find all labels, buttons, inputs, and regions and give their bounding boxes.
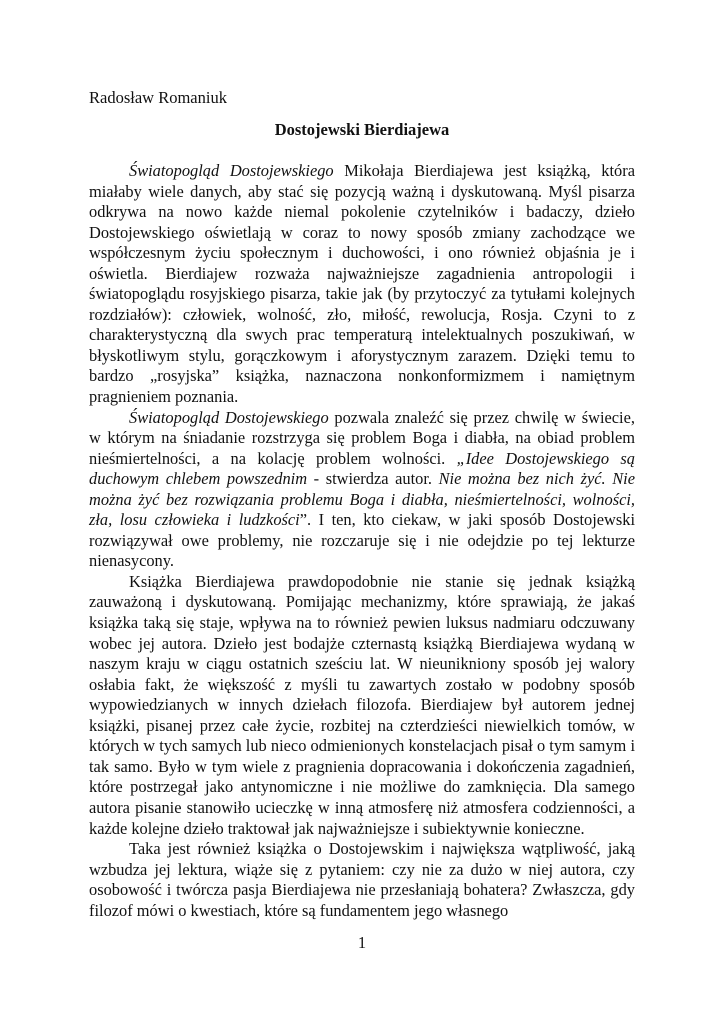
- paragraph-text: Mikołaja Bierdiajewa jest książką, która miałaby wiele danych, aby stać się pozycją ważną i dyskutowaną. Myśl pisarza odkrywa na nowo każde niemal pokolenie czytelników i badaczy, dzieło Dostojewskiego oświetlają w coraz to nowy sposób zmiany zachodzące we współczesnym życiu społecznym i duchowości, i ono również objaśnia je i oświetla. Bierdiajew rozważa najważniejsze zagadnienia antropologii i światopoglądu rosyjskiego pisarza, takie jak (by przytoczyć za tytułami kolejnych rozdziałów): człowiek, wolność, zło, miłość, rewolucja, Rosja. Czyni to z charakterystyczną dla swych prac temperaturą intelektualnych poszukiwań, w błyskotliwym stylu, gorączkowym i aforystycznym zarazem. Dzięki temu to bardzo „rosyjska” książka, naznaczona nonkonformizmem i namiętnym pragnieniem poznania.: [89, 161, 635, 407]
- author-name: Radosław Romaniuk: [89, 88, 227, 107]
- quote-italic: „Idee Dostojewskiego są duchowym chlebem powszednim: [89, 448, 635, 489]
- document-title: Dostojewski Bierdiajewa: [274, 120, 450, 139]
- paragraph-text: ”. I ten, kto ciekaw, w jaki sposób Dostojewski rozwiązywał owe problemy, nie rozczaruje się i nie odejdzie po tej lekturze nienasycony.: [89, 510, 635, 571]
- book-title-italic: Światopogląd Dostojewskiego: [129, 161, 334, 180]
- quote-italic: Nie można bez nich żyć. Nie można żyć bez rozwiązania problemu Boga i diabła, nieśmiertelności, wolności, zła, losu człowieka i ludzkości: [89, 469, 635, 530]
- paragraph-4: [89, 839, 635, 921]
- paragraph-text: Książka Bierdiajewa prawdopodobnie nie stanie się jednak książką zauważoną i dyskutowaną. Pomijając mechanizmy, które sprawiają, że jakaś książka taką się staje, wpływa na to również pewien luksus nadmiaru odczuwany wobec jej autora. Dzieło jest bodajże czternastą książką Bierdiajewa wydaną w naszym kraju w ciągu ostatnich sześciu lat. W nieunikniony sposób jej walory osłabia fakt, że większość z myśli tu zawartych zostało w podobny sposób wypowiedzianych w innych dziełach filozofa. Bierdiajew był autorem jednej książki, pisanej przez całe życie, rozbitej na czterdzieści niewielkich tomów, w których w tych samych lub nieco odmienionych konstelacjach pisał o tym samym i tak samo. Było w tym wiele z pragnienia dopracowania i dokończenia zagadnień, które postrzegał jako antynomiczne i nie możliwe do zamknięcia. Dla samego autora pisanie stanowiło ucieczkę w inną atmosferę niż atmosfera codzienności, a każde kolejne dzieło traktował jak najważniejsze i subiektywnie konieczne.: [89, 571, 635, 838]
- paragraph-1: [89, 161, 635, 408]
- book-title-italic: Światopogląd Dostojewskiego: [129, 407, 329, 427]
- paragraph-2: [89, 408, 635, 572]
- paragraph-3: [89, 572, 635, 839]
- paragraph-text: - stwierdza autor.: [307, 469, 439, 489]
- paragraph-text: Taka jest również książka o Dostojewskim i największa wątpliwość, jaką wzbudza jej lektura, wiąże się z pytaniem: czy nie za dużo w niej autora, czy osobowość i twórcza pasja Bierdiajewa nie przesłaniają bohatera? Zwłaszcza, gdy filozof mówi o kwestiach, które są fundamentem jego własnego: [89, 839, 635, 920]
- document-body: [89, 161, 635, 921]
- page-number: 1: [357, 933, 367, 952]
- paragraph-text: pozwala znaleźć się przez chwilę w świecie, w którym na śniadanie rozstrzyga się problem Boga i diabła, na obiad problem nieśmiertelności, a na kolację problem wolności.: [89, 407, 635, 468]
